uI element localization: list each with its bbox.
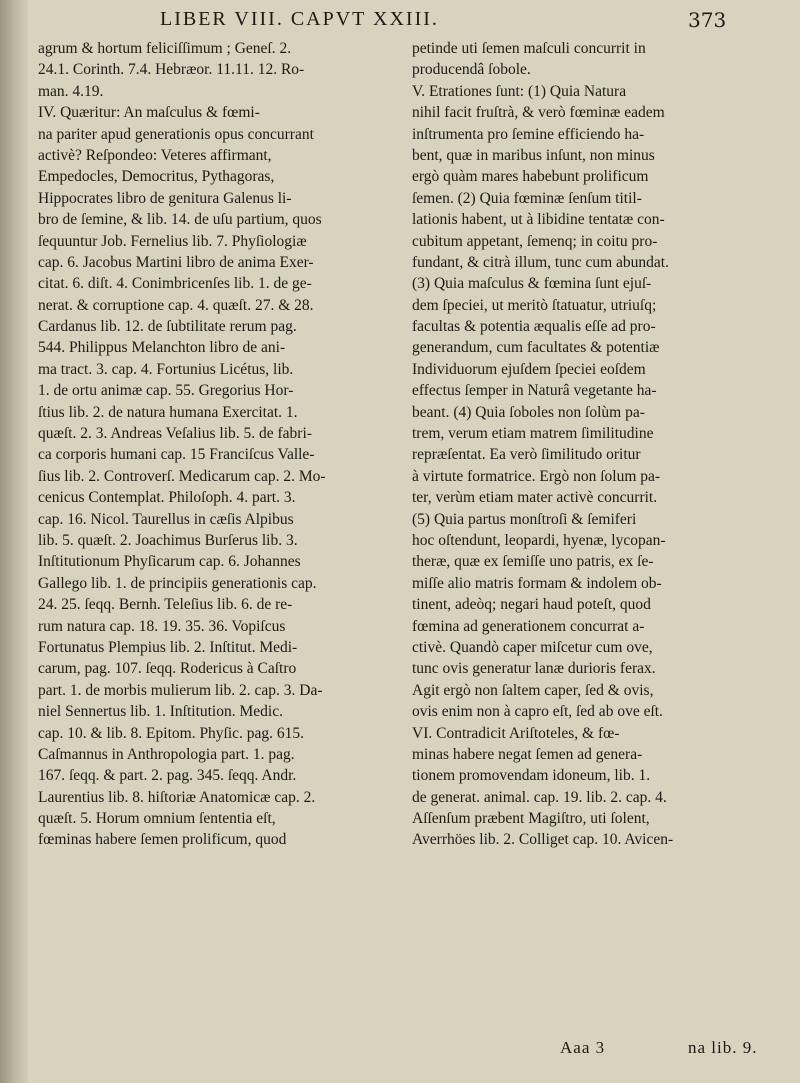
text-line: (3) Quia maſculus & fœmina ſunt ejuſ- bbox=[412, 275, 652, 293]
binding-shadow bbox=[0, 0, 28, 1083]
text-line: hoc oſtendunt, leopardi, hyenæ, lycopan- bbox=[412, 531, 666, 549]
text-line: VI. Contradicit Ariſtoteles, & fœ- bbox=[412, 724, 620, 742]
text-line: ergò quàm mares habebunt prolificum bbox=[412, 168, 649, 186]
page-number: 373 bbox=[688, 8, 727, 32]
text-line: quæſt. 2. 3. Andreas Veſalius lib. 5. de fabri- bbox=[38, 425, 312, 443]
text-line: 24.1. Corinth. 7.4. Hebræor. 11.11. 12. Ro- bbox=[38, 61, 305, 79]
text-line: fundant, & citrà illum, tunc cum abundat. bbox=[412, 253, 669, 271]
text-line: rum natura cap. 18. 19. 35. 36. Vopiſcus bbox=[38, 617, 286, 635]
text-line: à virtute formatrice. Ergò non ſolum pa- bbox=[412, 467, 661, 485]
text-line: nihil facit fruſtrà, & verò fœminæ eadem bbox=[412, 104, 665, 122]
text-line: facultas & potentia æqualis eſſe ad pro- bbox=[412, 318, 656, 336]
text-line: na pariter apud generationis opus concurrant bbox=[38, 125, 314, 143]
text-line: cap. 10. & lib. 8. Epitom. Phyſic. pag. 615. bbox=[38, 724, 305, 742]
text-line: (5) Quia partus monſtroſi & ſemiferi bbox=[412, 510, 637, 528]
text-line: Caſmannus in Anthropologia part. 1. pag. bbox=[38, 745, 295, 763]
text-line: ovis enim non à capro eſt, ſed ab ove eſt. bbox=[412, 703, 663, 721]
text-line: IV. Quæritur: An maſculus & fœmi- bbox=[38, 104, 260, 122]
catchword: na lib. 9. bbox=[688, 1038, 758, 1057]
text-line: dem ſpeciei, ut meritò ſtatuatur, utriuſq; bbox=[412, 296, 657, 314]
text-line: 167. ſeqq. & part. 2. pag. 345. ſeqq. Andr. bbox=[38, 767, 297, 785]
text-line: inſtrumenta pro ſemine efficiendo ha- bbox=[412, 125, 645, 143]
text-line: activè? Reſpondeo: Veteres affirmant, bbox=[38, 146, 272, 164]
text-line: producendâ ſobole. bbox=[412, 61, 531, 79]
text-line: Individuorum ejuſdem ſpeciei eoſdem bbox=[412, 360, 646, 378]
text-line: tinent, adeòq; negari haud poteſt, quod bbox=[412, 596, 651, 614]
text-line: Cardanus lib. 12. de ſubtilitate rerum pag. bbox=[38, 318, 297, 336]
text-line: petinde uti ſemen maſculi concurrit in bbox=[412, 40, 646, 57]
text-line: fœminas habere ſemen prolificum, quod bbox=[38, 831, 287, 849]
text-line: Empedocles, Democritus, Pythagoras, bbox=[38, 168, 275, 186]
text-line: cap. 6. Jacobus Martini libro de anima Exer- bbox=[38, 253, 314, 271]
text-line: 1. de ortu animæ cap. 55. Gregorius Hor- bbox=[38, 382, 294, 400]
text-line: bent, quæ in maribus inſunt, non minus bbox=[412, 146, 655, 164]
text-line: generandum, cum facultates & potentiæ bbox=[412, 339, 660, 357]
text-line: Averrhöes lib. 2. Colliget cap. 10. Avicen- bbox=[412, 831, 674, 849]
text-line: Aſſenſum præbent Magiſtro, uti ſolent, bbox=[412, 810, 650, 828]
text-line: citat. 6. diſt. 4. Conimbricenſes lib. 1. de ge- bbox=[38, 275, 312, 293]
text-line: ſequuntur Job. Fernelius lib. 7. Phyſiologiæ bbox=[38, 232, 307, 250]
text-line: trem, verum etiam matrem ſimilitudine bbox=[412, 425, 654, 443]
signature-mark: Aaa 3 bbox=[560, 1038, 606, 1057]
text-line: tionem promovendam idoneum, lib. 1. bbox=[412, 767, 651, 785]
text-line: lib. 5. quæſt. 2. Joachimus Burſerus lib. 3. bbox=[38, 531, 298, 549]
page-header bbox=[0, 8, 800, 36]
text-line: man. 4.19. bbox=[38, 82, 104, 100]
text-line: Hippocrates libro de genitura Galenus li- bbox=[38, 189, 292, 207]
text-line: ma tract. 3. cap. 4. Fortunius Licétus, lib. bbox=[38, 360, 294, 378]
text-line: de generat. animal. cap. 19. lib. 2. cap. 4. bbox=[412, 788, 667, 806]
text-line: quæſt. 5. Horum omnium ſententia eſt, bbox=[38, 810, 276, 828]
text-line: nerat. & corruptione cap. 4. quæſt. 27. & 28. bbox=[38, 296, 314, 314]
text-line: minas habere negat ſemen ad genera- bbox=[412, 745, 643, 763]
text-line: Laurentius lib. 8. hiſtoriæ Anatomicæ cap. 2. bbox=[38, 788, 316, 806]
text-line: beant. (4) Quia ſoboles non ſolùm pa- bbox=[412, 403, 645, 421]
text-line: bro de ſemine, & lib. 14. de uſu partium, quos bbox=[38, 211, 322, 229]
text-line: niel Sennertus lib. 1. Inſtitution. Medic. bbox=[38, 703, 283, 721]
text-line: Gallego lib. 1. de principiis generationis cap. bbox=[38, 574, 317, 592]
text-line: fœmina ad generationem concurrat a- bbox=[412, 617, 645, 635]
text-line: miſſe alio matris formam & indolem ob- bbox=[412, 574, 662, 592]
text-line: theræ, quæ ex ſemiſſe uno patris, ex ſe- bbox=[412, 553, 654, 571]
left-column bbox=[38, 38, 410, 851]
text-line: V. Etrationes ſunt: (1) Quia Natura bbox=[412, 82, 627, 100]
text-line: ter, verùm etiam mater activè concurrit. bbox=[412, 489, 658, 507]
text-line: ſtius lib. 2. de natura humana Exercitat. 1. bbox=[38, 403, 298, 421]
text-line: repræſentat. Ea verò ſimilitudo oritur bbox=[412, 446, 641, 464]
text-line: ſemen. (2) Quia fœminæ ſenſum titil- bbox=[412, 189, 642, 207]
text-line: ca corporis humani cap. 15 Franciſcus Valle- bbox=[38, 446, 315, 464]
right-column bbox=[412, 38, 784, 851]
text-line: part. 1. de morbis mulierum lib. 2. cap. 3. Da- bbox=[38, 681, 323, 699]
text-line: 24. 25. ſeqq. Bernh. Teleſius lib. 6. de re- bbox=[38, 596, 293, 614]
text-line: lationis habent, ut à libidine tentatæ con- bbox=[412, 211, 665, 229]
text-line: ſius lib. 2. Controverſ. Medicarum cap. 2. Mo- bbox=[38, 467, 326, 485]
text-line: agrum & hortum feliciſſimum ; Geneſ. 2. bbox=[38, 40, 292, 57]
text-line: Inſtitutionum Phyſicarum cap. 6. Johannes bbox=[38, 553, 301, 571]
text-line: cenicus Contemplat. Philoſoph. 4. part. 3. bbox=[38, 489, 296, 507]
text-line: cubitum appetant, ſemenq; in coitu pro- bbox=[412, 232, 658, 250]
running-head: LIBER VIII. CAPVT XXIII. bbox=[160, 8, 439, 30]
text-line: Agit ergò non ſaltem caper, ſed & ovis, bbox=[412, 681, 654, 699]
text-line: carum, pag. 107. ſeqq. Rodericus à Caſtro bbox=[38, 660, 297, 678]
text-line: ctivè. Quandò caper miſcetur cum ove, bbox=[412, 638, 653, 656]
text-line: tunc ovis generatur lanæ durioris ferax. bbox=[412, 660, 656, 678]
text-line: 544. Philippus Melanchton libro de ani- bbox=[38, 339, 286, 357]
text-line: effectus ſemper in Naturâ vegetante ha- bbox=[412, 382, 657, 400]
text-line: cap. 16. Nicol. Taurellus in cæſis Alpibus bbox=[38, 510, 294, 528]
text-line: Fortunatus Plempius lib. 2. Inſtitut. Medi- bbox=[38, 638, 298, 656]
